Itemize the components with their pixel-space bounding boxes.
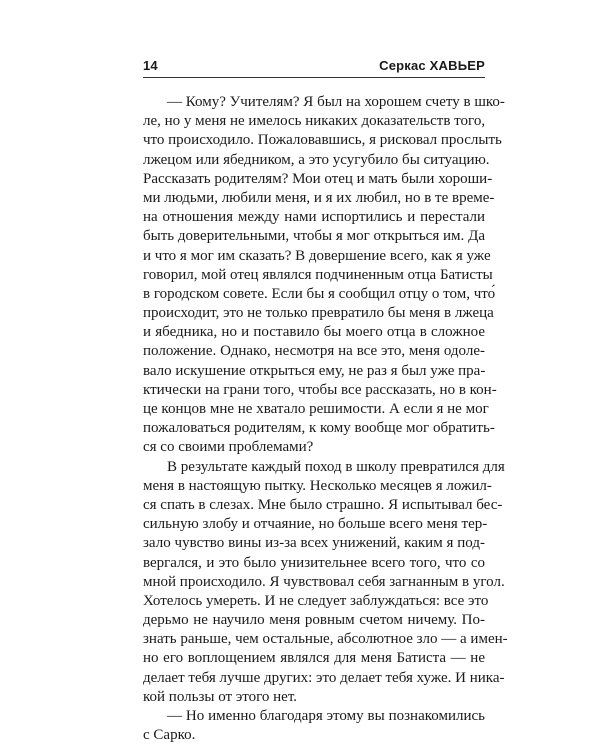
text-line: положение. Однако, несмотря на все это, меня одоле- (143, 343, 485, 360)
text-line: происходит, это не только превратило бы меня в лжеца (143, 305, 494, 322)
text-line: В результате каждый поход в школу превратился для (167, 458, 505, 475)
text-line: — Но именно благодаря этому вы познакомились (167, 708, 485, 724)
text-line: ми людьми, любили меня, и я их любил, но в те време- (143, 189, 495, 206)
text-line: меня в настоящую пытку. Несколько месяцев я ложил- (143, 477, 492, 494)
text-line: Рассказать родителям? Мои отец и мать были хороши- (143, 170, 493, 187)
text-line: с Сарко. (143, 727, 196, 744)
text-line: пожаловаться родителям, к кому вообще мог обратить- (143, 420, 495, 437)
text-line: ся со своими проблемами? (143, 439, 314, 456)
text-line: Хотелось умереть. И не следует заблуждаться: все это (143, 592, 489, 609)
text-line: ся спать в слезах. Мне было страшно. Я испытывал бес- (143, 496, 503, 513)
running-title: Серкас ХАВЬЕР (379, 58, 485, 73)
paragraph-3 (143, 707, 485, 745)
text-line: в городском совете. Если бы я сообщил отцу о том, что́ (143, 285, 496, 302)
text-line: кой пользы от этого нет. (143, 688, 298, 705)
text-line: ктически на грани того, чтобы все рассказать, но в кон- (143, 381, 497, 398)
text-line: делает тебя лучше других: это делает тебя хуже. И ника- (143, 669, 505, 686)
text-line: знать раньше, чем остальные, абсолютное зло — а имен- (143, 631, 508, 648)
body-text (143, 93, 508, 745)
text-line: и ябедника, но и поставило бы моего отца в сложное (143, 324, 485, 341)
text-line: и что я мог им сказать? В довершение всего, как я уже (143, 247, 491, 264)
text-line: зало чувство вины из-за всех унижений, каким я под- (143, 535, 485, 552)
paragraph-2 (143, 458, 508, 707)
text-line: мной происходило. Я чувствовал себя загнанным в угол. (143, 573, 505, 590)
text-line: сильную злобу и отчаяние, но больше всего меня тер- (143, 516, 488, 533)
page-number: 14 (143, 58, 158, 73)
text-line: це концов мне не хватало решимости. А если я не мог (143, 401, 489, 417)
paragraph-1 (143, 93, 505, 458)
header-rule (143, 77, 485, 78)
text-line: говорил, мой отец являлся подчиненным отца Батисты (143, 266, 493, 283)
text-line: дерьмо не научило меня ровным счетом ничему. По- (143, 612, 485, 629)
text-line: вергался, и это было унизительнее всего того, что со (143, 554, 485, 571)
text-line: ле, но у меня не имелось никаких доказательств того, (143, 113, 486, 130)
running-head (143, 58, 485, 78)
text-line: что происходило. Пожаловавшись, я рисковал прослыть (143, 132, 502, 149)
text-line: вало искушение открыться ему, не раз я был уже пра- (143, 362, 486, 379)
text-line: — Кому? Учителям? Я был на хорошем счету в шко- (167, 94, 505, 110)
text-line: на отношения между нами испортились и перестали (143, 209, 485, 226)
text-line: быть доверительными, чтобы я мог открыться им. Да (143, 228, 485, 245)
text-line: но его воплощением являлся для меня Батиста — не (143, 650, 485, 667)
text-line: лжецом или ябедником, а это усугубило бы ситуацию. (143, 151, 490, 168)
